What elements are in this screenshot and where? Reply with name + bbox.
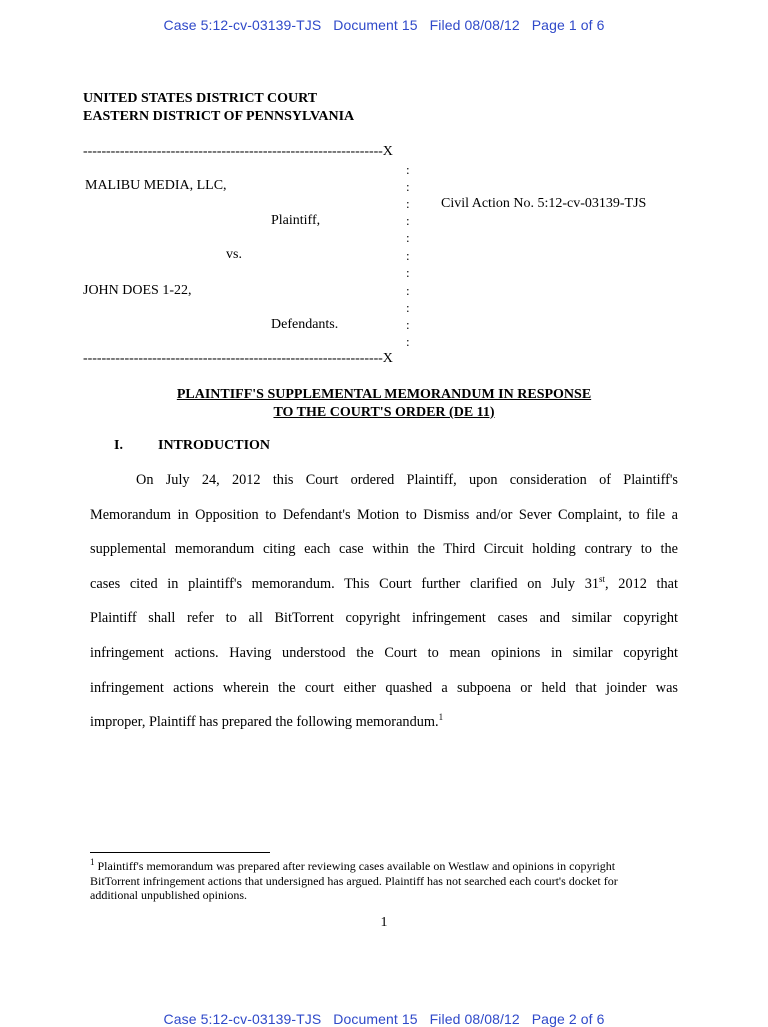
footnote-line bbox=[90, 859, 690, 873]
footnote-line: BitTorrent infringement actions that undersigned has argued. Plaintiff has not searched each court's docket for bbox=[90, 874, 618, 888]
caption-rule-bottom: -----------------------------------------------------------------X bbox=[83, 351, 393, 366]
footnote-reference: 1 bbox=[438, 712, 444, 723]
caption-colon: : bbox=[406, 265, 410, 280]
caption-colon: : bbox=[406, 213, 410, 228]
caption-rule-top: -----------------------------------------------------------------X bbox=[83, 144, 393, 159]
body-line bbox=[90, 714, 678, 731]
caption-colon: : bbox=[406, 162, 410, 177]
caption-colon: : bbox=[406, 300, 410, 315]
ecf-header-next-page: Case 5:12-cv-03139-TJS Document 15 Filed 08/08/12 Page 2 of 6 bbox=[163, 1011, 605, 1027]
body-line bbox=[90, 576, 678, 593]
document-title-line1: PLAINTIFF'S SUPPLEMENTAL MEMORANDUM IN RESPONSE bbox=[176, 387, 592, 402]
body-text: , 2012 that bbox=[605, 576, 678, 592]
section-number: I. bbox=[114, 438, 123, 453]
body-line: On July 24, 2012 this Court ordered Plaintiff, upon consideration of Plaintiff's bbox=[136, 472, 678, 488]
caption-colon: : bbox=[406, 196, 410, 211]
civil-action-number: Civil Action No. 5:12-cv-03139-TJS bbox=[441, 196, 647, 211]
caption-colon: : bbox=[406, 179, 410, 194]
caption-colon: : bbox=[406, 317, 410, 332]
ordinal-suffix: st bbox=[599, 574, 606, 585]
body-line: infringement actions wherein the court either quashed a subpoena or held that joinder was bbox=[90, 680, 678, 696]
body-text: improper, Plaintiff has prepared the following memorandum. bbox=[90, 714, 439, 730]
footnote-marker: 1 bbox=[90, 857, 95, 867]
plaintiff-role: Plaintiff, bbox=[271, 213, 321, 228]
body-line: Plaintiff shall refer to all BitTorrent copyright infringement cases and similar copyright bbox=[90, 610, 678, 626]
versus-label: vs. bbox=[226, 247, 242, 262]
plaintiff-name: MALIBU MEDIA, LLC, bbox=[85, 178, 227, 193]
footnote-line: additional unpublished opinions. bbox=[90, 888, 247, 902]
page-number: 1 bbox=[380, 915, 388, 930]
ecf-header-top: Case 5:12-cv-03139-TJS Document 15 Filed 08/08/12 Page 1 of 6 bbox=[163, 17, 605, 33]
body-text: cases cited in plaintiff's memorandum. This Court further clarified on July 31 bbox=[90, 576, 600, 592]
caption-colon: : bbox=[406, 248, 410, 263]
defendant-name: JOHN DOES 1-22, bbox=[83, 283, 192, 298]
body-line: supplemental memorandum citing each case within the Third Circuit holding contrary to the bbox=[90, 541, 678, 557]
court-name: UNITED STATES DISTRICT COURT bbox=[83, 91, 318, 106]
caption-colon: : bbox=[406, 230, 410, 245]
document-title-line2: TO THE COURT'S ORDER (DE 11) bbox=[273, 405, 495, 420]
court-district: EASTERN DISTRICT OF PENNSYLVANIA bbox=[83, 109, 355, 124]
footnote-separator bbox=[90, 852, 270, 853]
defendant-role: Defendants. bbox=[271, 317, 339, 332]
footnote-text: Plaintiff's memorandum was prepared after reviewing cases available on Westlaw and opinions in copyright bbox=[94, 859, 616, 873]
caption-colon: : bbox=[406, 334, 410, 349]
section-heading: INTRODUCTION bbox=[158, 438, 271, 453]
body-line: infringement actions. Having understood the Court to mean opinions in similar copyright bbox=[90, 645, 678, 661]
body-line: Memorandum in Opposition to Defendant's Motion to Dismiss and/or Sever Complaint, to file a bbox=[90, 507, 678, 523]
caption-colon: : bbox=[406, 283, 410, 298]
